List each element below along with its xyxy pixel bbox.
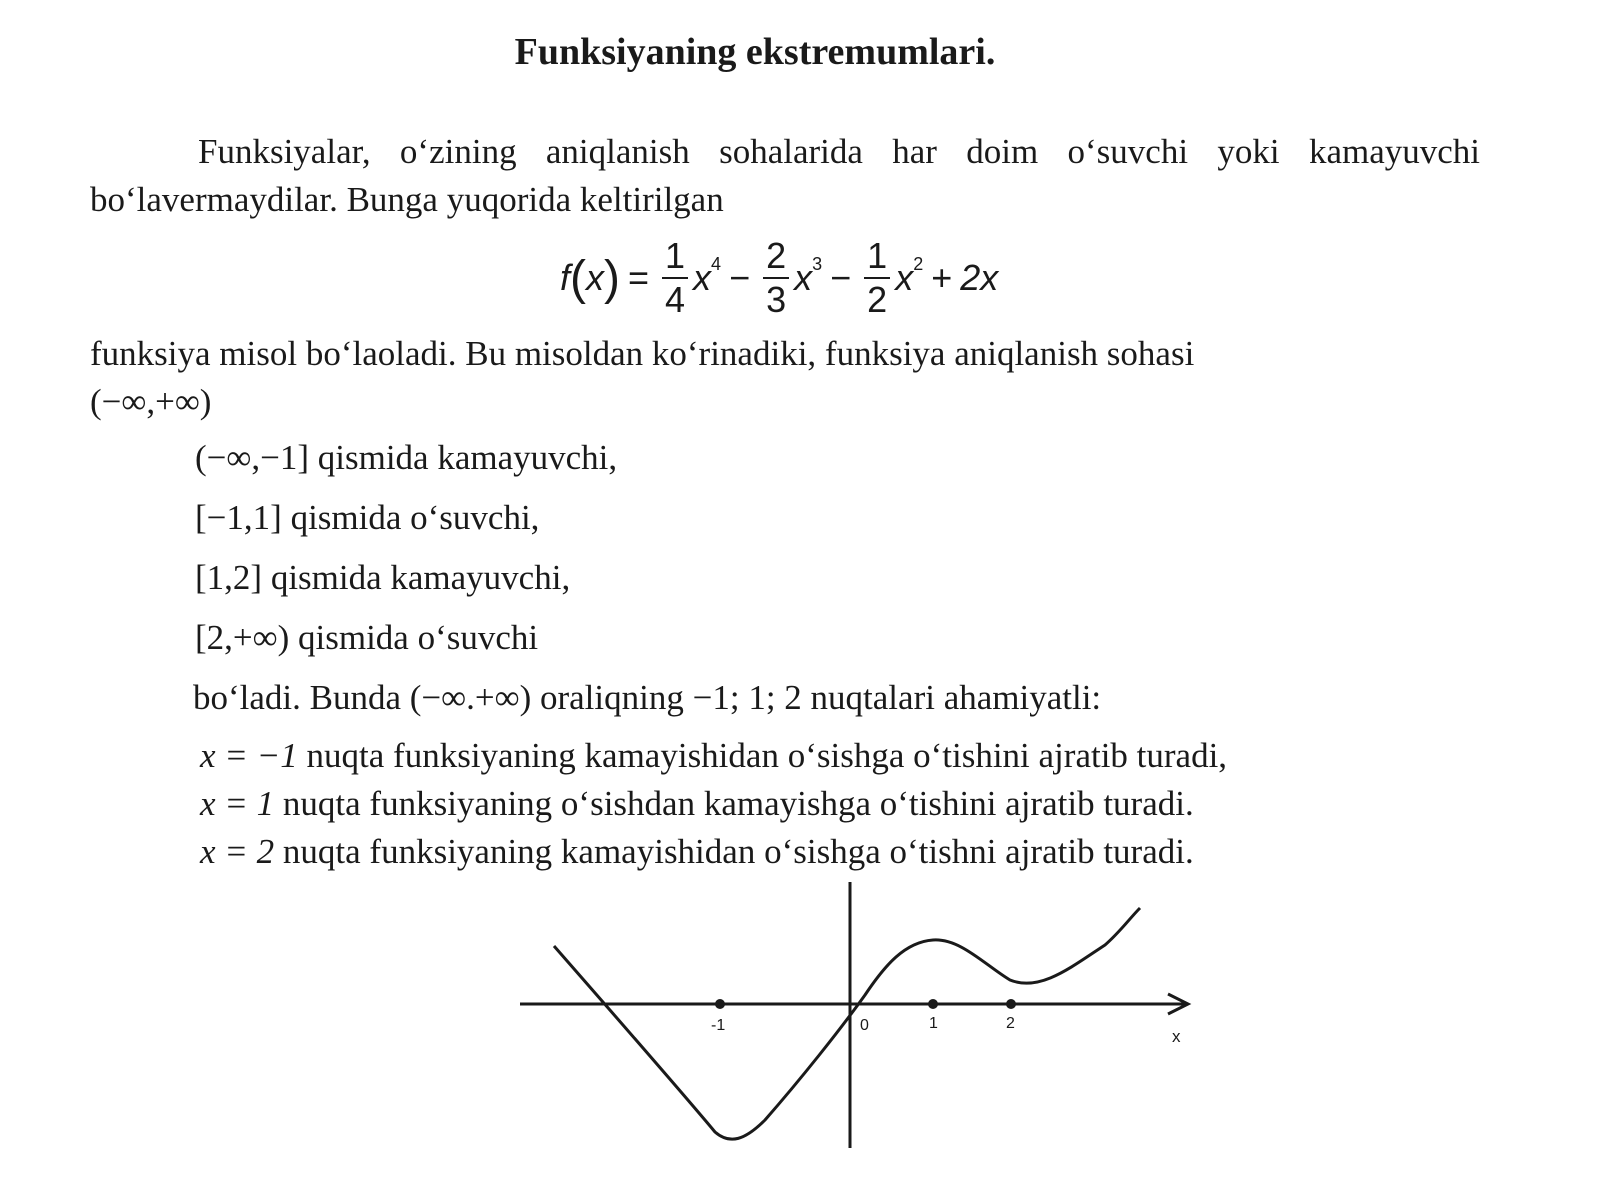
function-formula: f ( x ) = $\frac{1}{4}$ x $^4$ − $\frac{2}{3}$ x $^3$ − $\frac{1}{2}$ x $^2$ + 2x [560, 235, 999, 320]
point-line-1 [200, 732, 1227, 780]
point-description: nuqta funksiyaning kamayishidan o‘sishga o‘tishini ajratib turadi, [306, 736, 1228, 775]
domain-interval: (−∞,+∞) [90, 382, 212, 421]
point-line-2 [200, 780, 1194, 828]
interval-line-3 [195, 554, 570, 602]
point-equation: x = 1 [200, 784, 275, 823]
page-title: Funksiyaning ekstremumlari. [514, 31, 996, 73]
tick-label-neg1: -1 [711, 1017, 726, 1034]
interval-line-4 [195, 614, 538, 662]
point-marker-neg1 [715, 999, 725, 1009]
interval-line-1 [195, 434, 617, 482]
conclusion-interval: (−∞.+∞) [409, 678, 532, 717]
interval-description: qismida o‘suvchi, [290, 498, 540, 537]
point-marker-2 [1006, 999, 1016, 1009]
tick-label-1: 1 [929, 1015, 938, 1032]
point-equation: x = −1 [200, 736, 298, 775]
point-description: nuqta funksiyaning kamayishidan o‘sishga o‘tishni ajratib turadi. [282, 832, 1194, 871]
formula-fraction-3: $\frac{1}{2}$ [864, 235, 890, 321]
interval-line-2 [195, 494, 539, 542]
formula-last-term: 2x [960, 257, 999, 298]
conclusion-line: bo‘ladi. Bunda (−∞.+∞) oraliqning −1; 1; 2 nuqtalari ahamiyatli: [193, 678, 1102, 717]
point-marker-1 [928, 999, 938, 1009]
interval-notation: [1,2] [195, 558, 263, 597]
interval-notation: [−1,1] [195, 498, 282, 537]
function-curve [554, 908, 1140, 1139]
interval-description: qismida kamayuvchi, [317, 438, 618, 477]
tick-label-0: 0 [860, 1017, 869, 1034]
point-description: nuqta funksiyaning o‘sishdan kamayishga o‘tishini ajratib turadi. [282, 784, 1194, 823]
interval-description: qismida o‘suvchi [298, 618, 539, 657]
interval-notation: (−∞,−1] [195, 438, 309, 477]
interval-notation: [2,+∞) [195, 618, 290, 657]
formula-x: x [586, 257, 604, 298]
point-line-3 [200, 828, 1194, 876]
formula-equals: = [627, 257, 650, 298]
conclusion-points: −1; 1; 2 [692, 678, 802, 717]
tick-label-2: 2 [1006, 1015, 1015, 1032]
x-axis-label: x [1172, 1027, 1181, 1046]
point-equation: x = 2 [200, 832, 275, 871]
function-graph [520, 880, 1200, 1155]
interval-description: qismida kamayuvchi, [270, 558, 571, 597]
formula-f: f [560, 257, 571, 298]
formula-fraction-2: $\frac{2}{3}$ [763, 235, 789, 321]
formula-fraction-1: $\frac{1}{4}$ [662, 235, 688, 321]
intro-paragraph: Funksiyalar, o‘zining aniqlanish sohalarida har doim o‘suvchi yoki kamayuvchi bo‘lavermaydilar. Bunga yuqorida keltirilgan [90, 132, 1480, 219]
after-formula-paragraph: funksiya misol bo‘laoladi. Bu misoldan ko‘rinadiki, funksiya aniqlanish sohasi [90, 334, 1195, 373]
